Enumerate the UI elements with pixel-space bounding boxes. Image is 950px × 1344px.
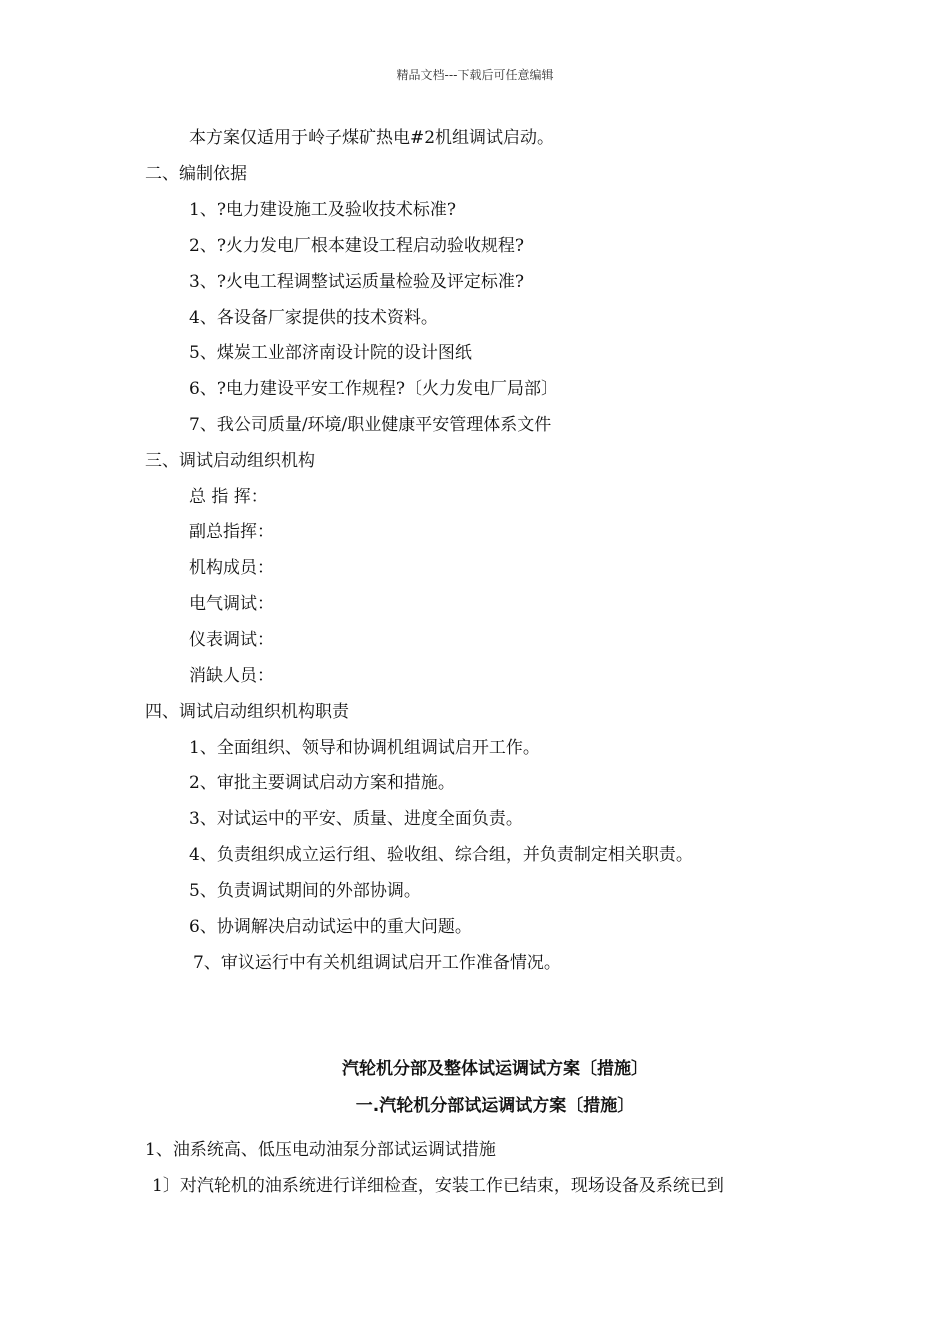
section4-item: 5、负责调试期间的外部协调。: [189, 881, 421, 901]
section4-item: 2、审批主要调试启动方案和措施。: [189, 773, 455, 793]
section4-item: 1、全面组织、领导和协调机组调试启开工作。: [189, 738, 540, 758]
page-header: 精品文档---下载后可任意编辑: [396, 68, 554, 82]
section3-item: 电气调试：: [189, 594, 274, 614]
section3-heading: 三、调试启动组织机构: [145, 451, 315, 471]
main-title: 汽轮机分部及整体试运调试方案〔措施〕: [342, 1059, 648, 1079]
section4-item: 7、审议运行中有关机组调试启开工作准备情况。: [193, 953, 561, 973]
section2-item: 2、?火力发电厂根本建设工程启动验收规程?: [189, 236, 525, 256]
section4-item: 3、对试运中的平安、质量、进度全面负责。: [189, 809, 523, 829]
section2-item: 3、?火电工程调整试运质量检验及评定标准?: [189, 272, 525, 292]
section3-item: 消缺人员：: [189, 666, 274, 686]
section4-item: 4、负责组织成立运行组、验收组、综合组，并负责制定相关职责。: [189, 845, 693, 865]
intro-text: 本方案仅适用于岭子煤矿热电#2机组调试启动。: [189, 128, 555, 148]
section3-item: 机构成员：: [189, 558, 274, 578]
section3-item: 总 指 挥：: [189, 487, 268, 507]
paragraph: 1〕对汽轮机的油系统进行详细检查，安装工作已结束，现场设备及系统已到: [152, 1176, 724, 1196]
section3-item: 仪表调试：: [189, 630, 274, 650]
section2-item: 6、?电力建设平安工作规程?〔火力发电厂局部〕: [189, 379, 559, 399]
section3-item: 副总指挥：: [189, 522, 274, 542]
section2-item: 1、?电力建设施工及验收技术标准?: [189, 200, 457, 220]
section2-item: 4、各设备厂家提供的技术资料。: [189, 308, 438, 328]
section4-item: 6、协调解决启动试运中的重大问题。: [189, 917, 472, 937]
section2-item: 7、我公司质量/环境/职业健康平安管理体系文件: [189, 415, 552, 435]
paragraph: 1、油系统高、低压电动油泵分部试运调试措施: [145, 1140, 496, 1160]
section2-item: 5、煤炭工业部济南设计院的设计图纸: [189, 343, 472, 363]
section4-heading: 四、调试启动组织机构职责: [145, 702, 349, 722]
sub-title: 一.汽轮机分部试运调试方案〔措施〕: [355, 1096, 635, 1116]
section2-heading: 二、编制依据: [145, 164, 247, 184]
